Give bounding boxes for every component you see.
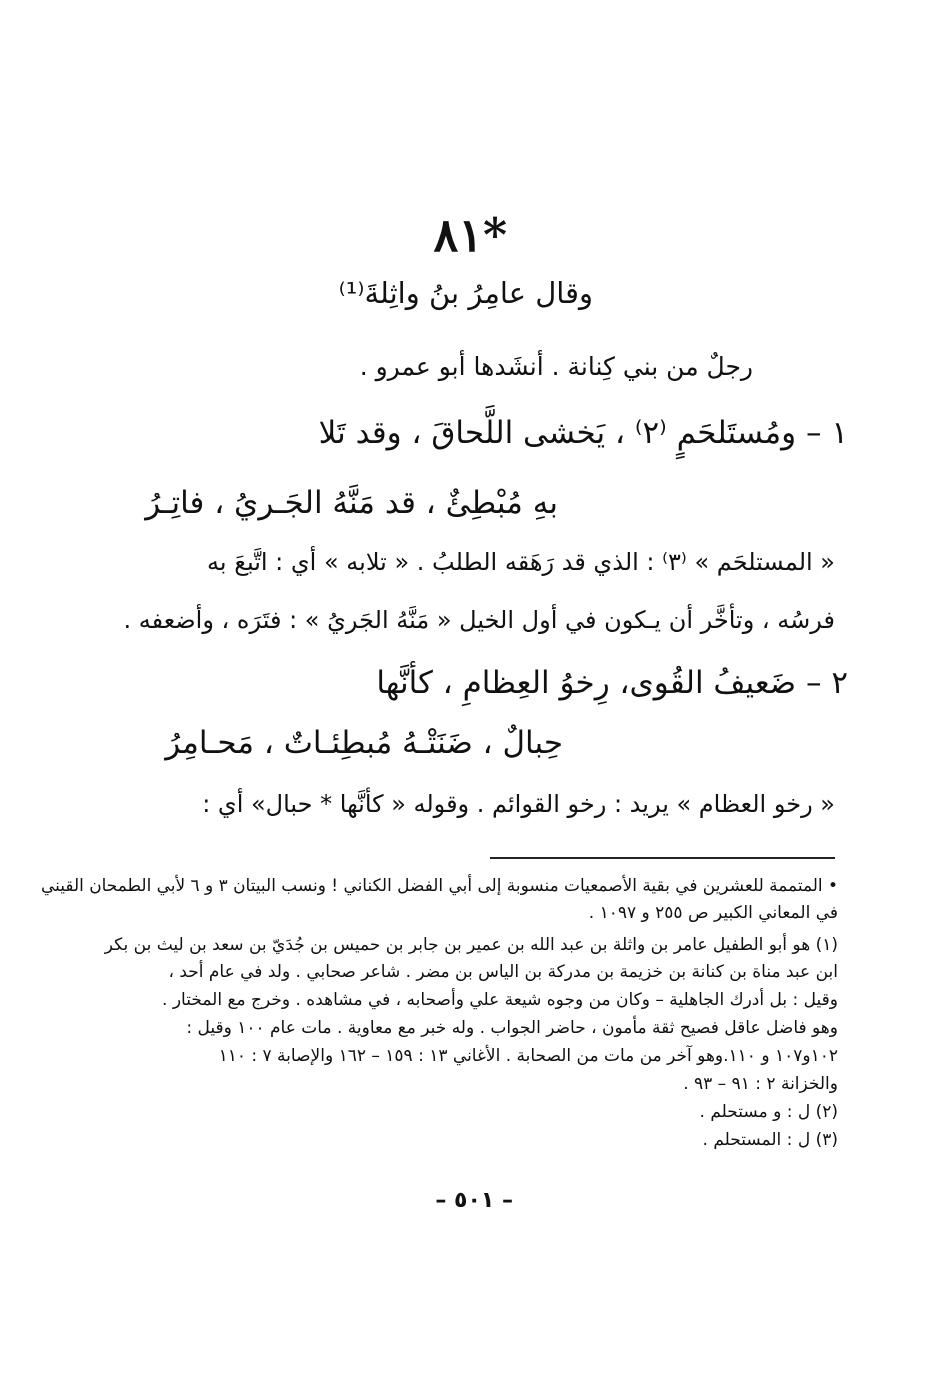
footnote-line: (١) هو أبو الطفيل عامر بن واثلة بن عبد الله بن عمير بن جابر بن حميس بن جُدَيّ بن سعد بن ليث بن بكر: [104, 935, 838, 955]
footnote-line: والخزانة ٢ : ٩١ – ٩٣ .: [683, 1074, 838, 1094]
footnote-line: • المتممة للعشرين في بقية الأصمعيات منسوبة إلى أبي الفضل الكناني ! ونسب البيتان ٣ و ٦ لأبي الطمحان القيني: [41, 875, 838, 895]
poem-intro: رجلٌ من بني كِنانة . أنشَدها أبو عمرو .: [359, 352, 753, 381]
footnote-line: (٢) ل : و مستحلم .: [699, 1102, 838, 1122]
footnote-line: ١٠٢و١٠٧ و ١١٠.وهو آخر من مات من الصحابة . الأغاني ١٣ : ١٥٩ – ١٦٢ والإصابة ٧ : ١١٠: [218, 1046, 838, 1066]
page-number: – ٥٠١ –: [435, 1188, 513, 1213]
commentary-line-3: « رخو العظام » يريد : رخو القوائم . وقوله « كأنَّها * حبال» أي :: [202, 790, 835, 818]
footnote-line: ابن عبد مناة بن كنانة بن خزيمة بن مدركة بن الياس بن مضر . شاعر صحابي . ولد في عام أحد ،: [168, 962, 838, 982]
footnote-line: وقيل : بل أدرك الجاهلية – وكان من وجوه شيعة علي وأصحابه ، في مشاهده . وخرج مع المختار .: [162, 990, 838, 1010]
poem-title: وقال عامِرُ بنُ واثِلةَ⁽¹⁾: [338, 276, 593, 310]
footnote-line: وهو فاضل عاقل فصيح ثقة مأمون ، حاضر الجواب . وله خبر مع معاوية . مات عام ١٠٠ وقيل :: [186, 1018, 838, 1038]
verse-1-second-hemistich: بهِ مُبْطِئٌ ، قد مَنَّهُ الجَـريُ ، فاتِـرُ: [145, 485, 558, 521]
footnote-line: في المعاني الكبير ص ٢٥٥ و ١٠٩٧ .: [588, 903, 838, 923]
verse-2-first-hemistich: ٢ – ضَعيفُ القُوى، رِخوُ العِظامِ ، كأنَّها: [376, 665, 848, 701]
commentary-line-1: « المستلحَم » ⁽٣⁾ : الذي قد رَهَقه الطلبُ . « تلابه » أي : اتَّبعَ به: [207, 548, 835, 576]
commentary-line-2: فرسُه ، وتأخَّر أن يـكون في أول الخيل « مَنَّهُ الجَريُ » : فتَرَه ، وأضعفه .: [123, 606, 835, 634]
verse-1-first-hemistich: ١ – ومُستَلحَمٍ ⁽٢⁾ ، يَخشى اللَّحاقَ ، وقد تَلا: [318, 415, 848, 451]
footnote-divider: [490, 857, 835, 859]
verse-2-second-hemistich: حِبالٌ ، ضَنَتْـهُ مُبطِئـاتٌ ، مَحـامِرُ: [165, 725, 563, 761]
footnote-line: (٣) ل : المستحلم .: [702, 1130, 838, 1150]
poem-number: ٨١*: [433, 208, 507, 262]
